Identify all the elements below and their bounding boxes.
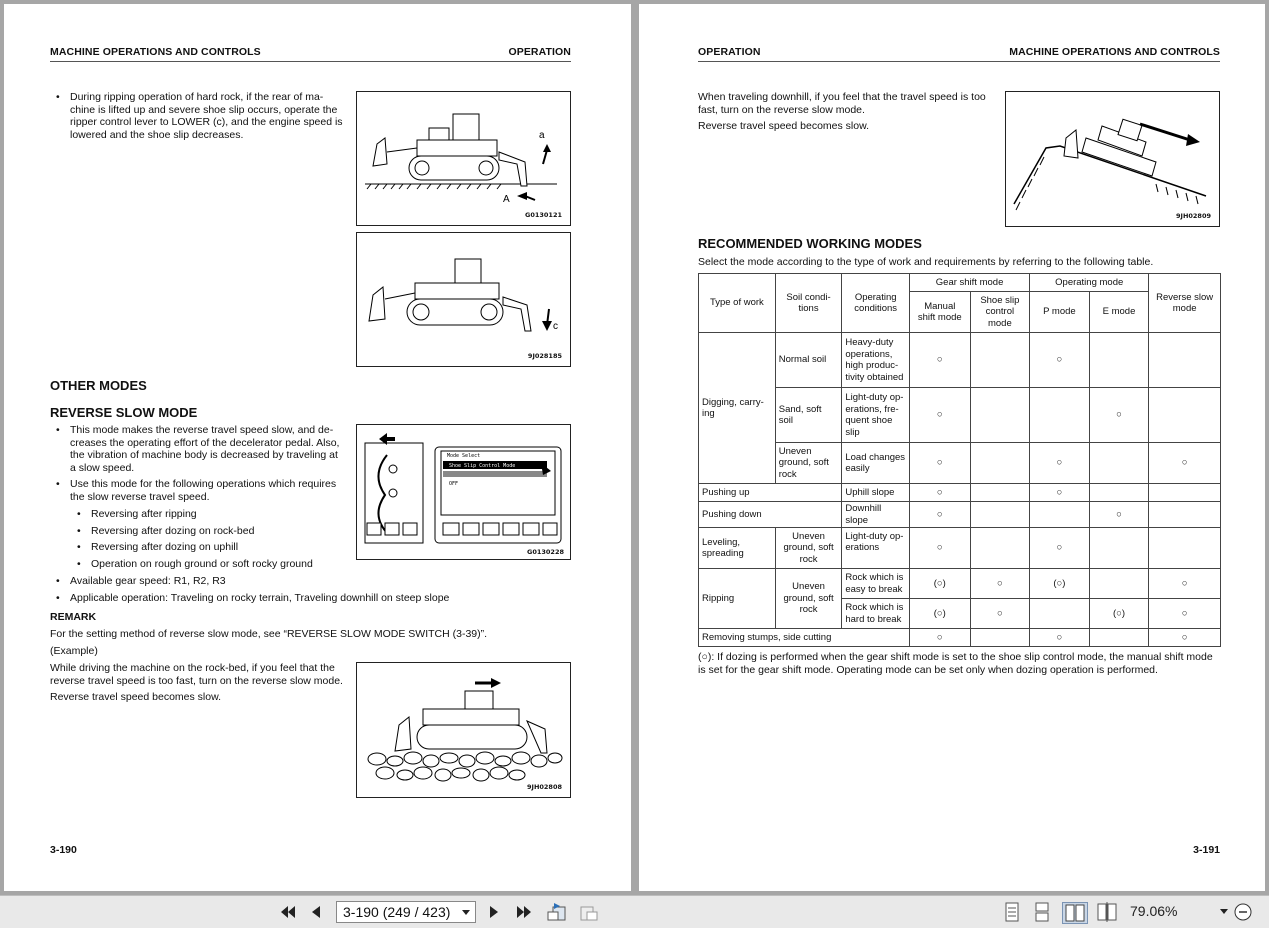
cell-rock-hard: Rock which is hard to break <box>842 599 910 629</box>
two-page-icon <box>1065 904 1085 922</box>
cell-mark: ○ <box>970 599 1030 629</box>
fig1-label-A: A <box>503 194 510 205</box>
cell-pushing-down: Pushing down <box>699 502 842 528</box>
cell-empty <box>970 333 1030 388</box>
rockbed-text: While driving the machine on the rock-bed, if you feel that the reverse travel speed is too fast, turn on the reverse slow mode. Reverse travel speed becomes slow. <box>50 662 343 703</box>
cell-empty <box>1089 333 1149 388</box>
viewer-toolbar <box>0 895 1269 928</box>
header-soil-conditions: Soil condi- tions <box>775 274 842 333</box>
page-select-value: 3-190 (249 / 423) <box>343 904 451 920</box>
page-number: 3-191 <box>1193 844 1220 856</box>
header-reverse-slow-mode: Reverse slow mode <box>1149 274 1221 333</box>
zoom-dropdown-button[interactable] <box>1218 902 1230 922</box>
monitor-item: Shoe Slip Control Mode <box>449 463 516 469</box>
fig2-label-c: c <box>553 321 558 332</box>
header-shoe-slip: Shoe slip control mode <box>970 292 1030 333</box>
header-operating-conditions: Operating conditions <box>842 274 910 333</box>
cell-empty <box>970 388 1030 443</box>
page-header-left: MACHINE OPERATIONS AND CONTROLS <box>50 46 261 58</box>
table-row <box>699 333 1221 388</box>
cell-mark: ○ <box>1149 629 1221 647</box>
cell-load-changes: Load changes easily <box>842 443 910 484</box>
header-gear-shift-mode: Gear shift mode <box>910 274 1030 292</box>
left-page <box>4 4 631 891</box>
cell-empty <box>1089 629 1149 647</box>
previous-page-button[interactable] <box>308 902 324 922</box>
table-row <box>699 484 1221 502</box>
cell-mark: ○ <box>1030 333 1090 388</box>
cell-pushing-up: Pushing up <box>699 484 842 502</box>
next-page-icon <box>488 904 500 920</box>
cell-sand-soil: Sand, soft soil <box>775 388 842 443</box>
sub-bullet-item: Reversing after dozing on uphill <box>91 541 239 553</box>
cell-empty <box>1030 388 1090 443</box>
table-row <box>699 569 1221 599</box>
table-row <box>699 629 1221 647</box>
sub-bullet-item: Reversing after ripping <box>91 508 197 520</box>
cell-mark-paren: (○) <box>1030 569 1090 599</box>
dozer-rockbed-illustration <box>357 663 570 797</box>
cell-mark-paren: (○) <box>1089 599 1149 629</box>
first-page-button[interactable] <box>278 902 298 922</box>
figure-ripping-lower <box>356 91 571 226</box>
header-p-mode: P mode <box>1030 292 1090 333</box>
remark-title: REMARK <box>50 611 97 623</box>
cell-empty <box>970 528 1030 569</box>
continuous-page-icon <box>1034 902 1050 922</box>
downhill-text: When traveling downhill, if you feel that the travel speed is too fast, turn on the reverse slow mode. Reverse travel speed becomes slow. <box>698 91 986 132</box>
two-page-view-button[interactable] <box>1062 902 1088 924</box>
single-page-view-button[interactable] <box>1002 902 1022 922</box>
figure-rockbed <box>356 662 571 798</box>
gear-speed-text: Available gear speed: R1, R2, R3 <box>70 575 226 587</box>
applicable-operation-text: Applicable operation: Traveling on rocky terrain, Traveling downhill on steep slope <box>70 592 450 604</box>
figure-code: G0130121 <box>525 211 562 219</box>
remark-text: For the setting method of reverse slow mode, see “REVERSE SLOW MODE SWITCH (3-39)”. <box>50 628 488 640</box>
cell-mark: ○ <box>970 569 1030 599</box>
cell-mark: ○ <box>910 484 971 502</box>
cell-mark: ○ <box>1030 484 1090 502</box>
book-view-icon <box>1097 902 1117 922</box>
figure-downhill <box>1005 91 1220 227</box>
page-header-right: MACHINE OPERATIONS AND CONTROLS <box>1009 46 1220 58</box>
cell-empty <box>970 484 1030 502</box>
cell-mark: ○ <box>910 443 971 484</box>
sub-bullet-item: Reversing after dozing on rock-bed <box>91 525 255 537</box>
reverse-slow-bullet-2: Use this mode for the following operations which requires the slow reverse travel speed. <box>70 478 337 503</box>
header-e-mode: E mode <box>1089 292 1149 333</box>
header-type-of-work: Type of work <box>699 274 776 333</box>
example-label: (Example) <box>50 645 98 657</box>
page-number: 3-190 <box>50 844 77 856</box>
go-back-view-button[interactable] <box>546 902 568 922</box>
figure-code: G0130228 <box>527 548 564 556</box>
cell-mark: ○ <box>1149 569 1221 599</box>
cell-leveling: Leveling, spreading <box>699 528 776 569</box>
previous-page-icon <box>310 904 322 920</box>
cell-light-duty: Light-duty op- erations <box>842 528 910 569</box>
recommended-working-modes-title: RECOMMENDED WORKING MODES <box>698 236 922 251</box>
header-rule <box>698 61 1220 62</box>
cell-empty <box>1149 502 1221 528</box>
cell-empty <box>1089 569 1149 599</box>
cell-mark: ○ <box>1149 443 1221 484</box>
figure-monitor-panel <box>356 424 571 560</box>
bullet-marker: • <box>56 91 60 103</box>
table-row <box>699 443 1221 484</box>
sub-bullet-marker: • <box>77 508 81 520</box>
cell-mark: ○ <box>910 388 971 443</box>
ripping-bullet-text: During ripping operation of hard rock, if the rear of ma- chine is lifted up and severe shoe slip occurs, operate the ripper control lever to LOWER (c), and the engine speed is lowered and the shoe slip decreases. <box>70 91 343 141</box>
cell-mark: ○ <box>1030 443 1090 484</box>
reverse-slow-mode-title: REVERSE SLOW MODE <box>50 405 198 420</box>
header-operating-mode: Operating mode <box>1030 274 1149 292</box>
first-page-icon <box>279 904 297 920</box>
table-row <box>699 388 1221 443</box>
other-modes-title: OTHER MODES <box>50 378 147 393</box>
cell-mark: ○ <box>1149 599 1221 629</box>
cell-empty <box>1089 484 1149 502</box>
zoom-level[interactable]: 79.06% <box>1130 903 1178 919</box>
figure-code: 9JH02808 <box>527 783 562 791</box>
cell-empty <box>1089 443 1149 484</box>
fig1-label-a: a <box>539 130 545 141</box>
go-forward-view-button[interactable] <box>578 902 600 922</box>
chevron-down-icon <box>1220 909 1228 915</box>
last-page-button[interactable] <box>514 902 534 922</box>
bullet-marker: • <box>56 592 60 604</box>
figure-code: 9J028185 <box>527 352 562 360</box>
sub-bullet-marker: • <box>77 541 81 553</box>
zoom-out-icon <box>1234 903 1252 921</box>
cell-empty <box>1030 502 1090 528</box>
dozer-ripper-illustration <box>357 233 570 366</box>
single-page-icon <box>1004 902 1020 922</box>
next-page-button[interactable] <box>486 902 502 922</box>
book-view-button[interactable] <box>1096 902 1118 922</box>
sub-bullet-item: Operation on rough ground or soft rocky ground <box>91 558 313 570</box>
figure-ripper-lower-c <box>356 232 571 367</box>
page-select[interactable] <box>336 901 476 923</box>
cell-empty <box>970 629 1030 647</box>
cell-empty <box>1089 528 1149 569</box>
table-intro: Select the mode according to the type of work and requirements by referring to the following table. <box>698 256 1154 268</box>
bullet-marker: • <box>56 424 60 436</box>
cell-uphill: Uphill slope <box>842 484 910 502</box>
table-row <box>699 502 1221 528</box>
cell-digging: Digging, carry- ing <box>699 333 776 484</box>
cell-empty <box>1149 388 1221 443</box>
forward-view-icon <box>578 902 600 922</box>
cell-heavy-duty: Heavy-duty operations, high produc- tivity obtained <box>842 333 910 388</box>
monitor-panel-illustration <box>357 425 570 559</box>
cell-mark: ○ <box>1089 388 1149 443</box>
cell-ripping: Ripping <box>699 569 776 629</box>
cell-uneven-rock: Uneven ground, soft rock <box>775 528 842 569</box>
monitor-off: OFF <box>449 481 459 487</box>
cell-empty <box>1149 333 1221 388</box>
cell-downhill: Downhill slope <box>842 502 910 528</box>
chevron-down-icon <box>462 910 470 916</box>
figure-code: 9JH02809 <box>1176 212 1211 220</box>
cell-mark: ○ <box>910 629 971 647</box>
cell-mark: ○ <box>910 502 971 528</box>
cell-mark: ○ <box>1030 528 1090 569</box>
cell-empty <box>1030 599 1090 629</box>
sub-bullet-marker: • <box>77 558 81 570</box>
cell-empty <box>970 502 1030 528</box>
cell-normal-soil: Normal soil <box>775 333 842 388</box>
page-header-left: OPERATION <box>698 46 761 58</box>
cell-stumps: Removing stumps, side cutting <box>699 629 910 647</box>
continuous-view-button[interactable] <box>1032 902 1052 922</box>
cell-light-duty: Light-duty op- erations, fre- quent shoe slip <box>842 388 910 443</box>
cell-empty <box>1149 484 1221 502</box>
working-modes-table <box>698 273 1221 647</box>
header-manual-shift: Manual shift mode <box>910 292 971 333</box>
cell-mark: ○ <box>910 333 971 388</box>
cell-mark: ○ <box>1030 629 1090 647</box>
table-row <box>699 528 1221 569</box>
cell-uneven-rock: Uneven ground, soft rock <box>775 443 842 484</box>
header-rule <box>50 61 571 62</box>
back-view-icon <box>546 902 568 922</box>
table-footnote: (○): If dozing is performed when the gear shift mode is set to the shoe slip control mode, the manual shift mode is set for the gear shift mode. Operating mode can be set only when dozing operation is performed. <box>698 651 1213 676</box>
cell-mark-paren: (○) <box>910 599 971 629</box>
monitor-title: Mode Select <box>447 453 481 459</box>
reverse-slow-bullet-1: This mode makes the reverse travel speed slow, and de- creases the operating effort of the decelerator pedal. Also, the vibration of machine body is decreased by traveling at a slow speed. <box>70 424 340 474</box>
table-header-row <box>699 274 1221 292</box>
page-header-right: OPERATION <box>508 46 571 58</box>
cell-rock-easy: Rock which is easy to break <box>842 569 910 599</box>
cell-empty <box>970 443 1030 484</box>
zoom-out-button[interactable] <box>1232 902 1254 922</box>
dozer-ripping-illustration <box>357 92 570 225</box>
last-page-icon <box>515 904 533 920</box>
right-page <box>639 4 1265 891</box>
cell-mark-paren: (○) <box>910 569 971 599</box>
bullet-marker: • <box>56 575 60 587</box>
sub-bullet-marker: • <box>77 525 81 537</box>
cell-mark: ○ <box>1089 502 1149 528</box>
dozer-downhill-illustration <box>1006 92 1219 226</box>
cell-mark: ○ <box>910 528 971 569</box>
bullet-marker: • <box>56 478 60 490</box>
cell-empty <box>1149 528 1221 569</box>
cell-uneven-rock: Uneven ground, soft rock <box>775 569 842 629</box>
